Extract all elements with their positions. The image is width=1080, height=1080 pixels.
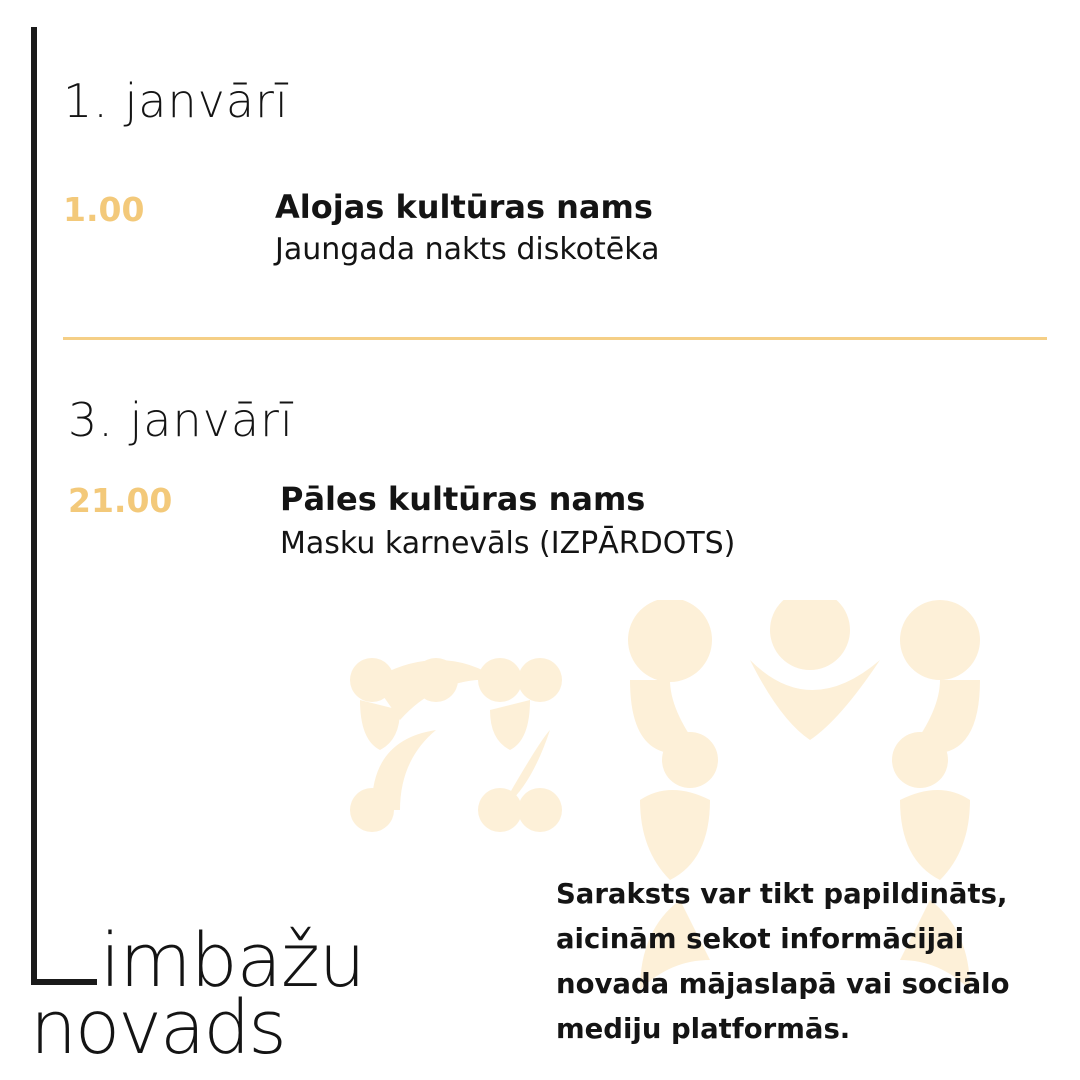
event-date: 3. janvārī [68, 393, 294, 447]
note-line: novada mājaslapā vai sociālo [556, 968, 1010, 1000]
logo-line-2: novads [30, 985, 285, 1071]
logo-bracket-vertical-line [31, 27, 37, 985]
event-venue: Pāles kultūras nams [280, 480, 646, 518]
note-line: Saraksts var tikt papildināts, [556, 878, 1008, 910]
schedule-note [556, 872, 1056, 1052]
event-time: 1.00 [63, 190, 145, 229]
event-venue: Alojas kultūras nams [275, 188, 653, 226]
logo-line-1: imbažu [100, 918, 365, 1004]
note-line: aicinām sekot informācijai [556, 923, 965, 955]
note-line: mediju platformās. [556, 1013, 851, 1045]
event-divider [63, 337, 1047, 340]
event-date: 1. janvārī [63, 74, 289, 128]
event-description: Jaungada nakts diskotēka [275, 232, 660, 267]
event-description: Masku karnevāls (IZPĀRDOTS) [280, 526, 736, 561]
event-time: 21.00 [68, 481, 173, 520]
